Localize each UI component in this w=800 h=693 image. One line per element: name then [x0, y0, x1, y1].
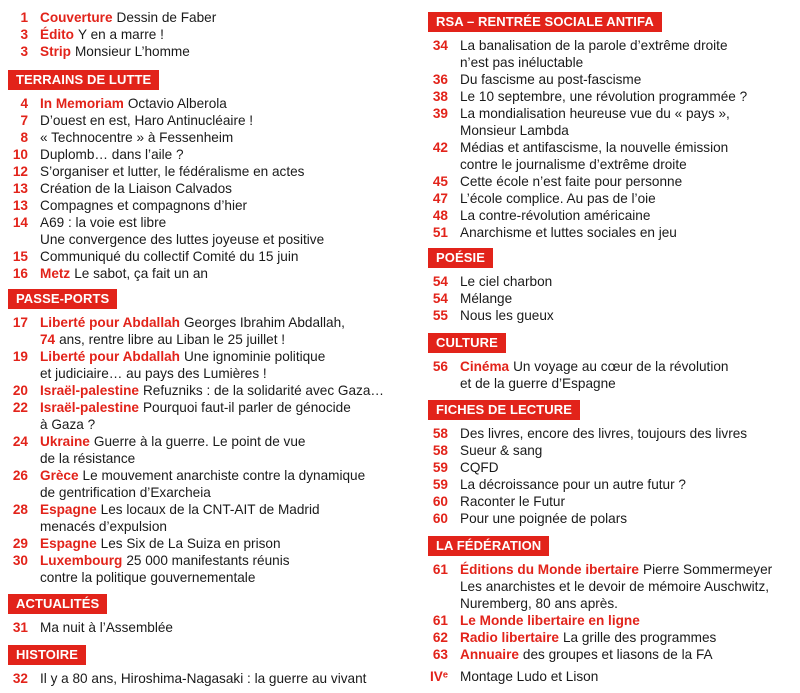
toc-entry[interactable]	[428, 190, 656, 207]
entry-line	[40, 112, 253, 129]
entry-text	[40, 619, 173, 636]
entry-title-continued: Monsieur Lambda	[460, 123, 569, 138]
entry-line	[460, 37, 728, 54]
page-number: 59	[432, 460, 448, 475]
entry-line	[460, 273, 552, 290]
entry-line	[460, 612, 644, 629]
page-number: 24	[12, 434, 28, 449]
entry-line	[460, 358, 728, 375]
toc-entry[interactable]	[8, 197, 247, 214]
toc-entry[interactable]	[428, 88, 747, 105]
toc-entry[interactable]	[428, 173, 682, 190]
entry-line	[40, 348, 325, 365]
page-number: 13	[12, 198, 28, 213]
entry-keyword: Le Monde libertaire en ligne	[460, 613, 640, 628]
entry-line	[460, 476, 686, 493]
page-number: 54	[432, 291, 448, 306]
entry-line	[460, 459, 499, 476]
entry-keyword: Israël-palestine	[40, 400, 139, 415]
page-number: 14	[12, 215, 28, 230]
toc-entry[interactable]	[428, 476, 686, 493]
entry-line	[460, 646, 713, 663]
entry-keyword: Liberté pour Abdallah	[40, 349, 180, 364]
entry-title-continued: Les anarchistes et le devoir de mémoire Auschwitz,	[460, 579, 770, 594]
page-number: 3	[20, 44, 28, 59]
entry-text	[40, 467, 365, 501]
entry-title: La décroissance pour un autre futur ?	[460, 477, 686, 492]
entry-line	[40, 331, 345, 348]
toc-entry[interactable]	[8, 163, 304, 180]
entry-text	[460, 290, 512, 307]
entry-keyword: Liberté pour Abdallah	[40, 315, 180, 330]
page-number: 61	[432, 613, 448, 628]
entry-keyword: Cinéma	[460, 359, 510, 374]
page-number: 48	[432, 208, 448, 223]
entry-title: Monsieur L’homme	[74, 44, 190, 59]
entry-text	[460, 668, 598, 685]
section-header: RSA – RENTRÉE SOCIALE ANTIFA	[428, 12, 662, 32]
entry-text	[460, 139, 728, 173]
entry-line	[460, 54, 728, 71]
entry-title: Nous les gueux	[460, 308, 554, 323]
page-number: 56	[432, 359, 448, 374]
entry-line	[40, 43, 190, 60]
entry-title: Une convergence des luttes joyeuse et positive	[40, 232, 325, 247]
page-number	[8, 231, 40, 248]
entry-title-continued: ans, rentre libre au Liban le 25 juillet !	[59, 332, 286, 347]
entry-line	[40, 314, 345, 331]
page-number: 34	[432, 38, 448, 53]
entry-title-continued: menacés d’expulsion	[40, 519, 167, 534]
entry-text	[460, 442, 542, 459]
entry-text	[40, 26, 164, 43]
page-number: 30	[12, 553, 28, 568]
entry-title-continued: de gentrification d’Exarcheia	[40, 485, 211, 500]
entry-text	[40, 129, 233, 146]
toc-entry[interactable]	[428, 307, 554, 324]
entry-line	[40, 231, 324, 248]
entry-text	[460, 646, 713, 663]
page-number: 51	[432, 225, 448, 240]
toc-entry[interactable]	[428, 561, 772, 612]
entry-keyword: Strip	[40, 44, 71, 59]
entry-title: Octavio Alberola	[127, 96, 227, 111]
entry-text	[40, 9, 216, 26]
section-header: PASSE-PORTS	[8, 289, 117, 309]
entry-title: « Technocentre » à Fessenheim	[40, 130, 234, 145]
entry-title: Guerre à la guerre. Le point de vue	[93, 434, 306, 449]
entry-line	[40, 535, 281, 552]
entry-keyword: Luxembourg	[40, 553, 123, 568]
toc-entry[interactable]	[428, 668, 598, 685]
entry-line	[460, 442, 542, 459]
toc-entry[interactable]	[428, 207, 650, 224]
entry-text	[40, 399, 351, 433]
page-number: 13	[12, 181, 28, 196]
entry-title-continued: n’est pas inéluctable	[460, 55, 584, 70]
entry-text	[460, 207, 650, 224]
entry-title: La banalisation de la parole d’extrême droite	[460, 38, 728, 53]
entry-title: Des livres, encore des livres, toujours des livres	[460, 426, 748, 441]
page-number: IVᵉ	[430, 669, 448, 684]
entry-title: Pourquoi faut-il parler de génocide	[142, 400, 351, 415]
entry-text	[460, 561, 772, 612]
entry-line	[40, 467, 365, 484]
entry-title: Y en a marre !	[77, 27, 164, 42]
toc-entry[interactable]	[8, 348, 325, 382]
entry-keyword: Radio libertaire	[460, 630, 559, 645]
entry-keyword: Grèce	[40, 468, 79, 483]
page-number: 20	[12, 383, 28, 398]
page-number: 8	[20, 130, 28, 145]
entry-title: Une ignominie politique	[183, 349, 326, 364]
entry-title: S’organiser et lutter, le fédéralisme en actes	[40, 164, 305, 179]
entry-title: La contre-révolution américaine	[460, 208, 651, 223]
entry-text	[460, 358, 728, 392]
entry-line	[460, 139, 728, 156]
page-number: 12	[12, 164, 28, 179]
toc-entry[interactable]	[428, 71, 641, 88]
entry-line	[460, 173, 682, 190]
section-header: FICHES DE LECTURE	[428, 400, 580, 420]
entry-title: D’ouest en est, Haro Antinucléaire !	[40, 113, 254, 128]
entry-line	[460, 307, 554, 324]
toc-entry[interactable]	[8, 467, 365, 501]
entry-text	[460, 190, 656, 207]
entry-line	[460, 88, 747, 105]
entry-keyword: Édito	[40, 27, 74, 42]
entry-title: Compagnes et compagnons d’hier	[40, 198, 248, 213]
entry-line	[460, 510, 627, 527]
toc-entry[interactable]	[428, 442, 542, 459]
entry-line	[460, 493, 565, 510]
toc-entry[interactable]	[8, 670, 366, 687]
entry-text	[40, 180, 232, 197]
page-number: 39	[432, 106, 448, 121]
entry-title: Le ciel charbon	[460, 274, 553, 289]
entry-title-continued: de la résistance	[40, 451, 136, 466]
entry-text	[40, 43, 190, 60]
entry-line	[40, 619, 173, 636]
toc-entry[interactable]	[428, 510, 627, 527]
entry-title: Le 10 septembre, une révolution programmée ?	[460, 89, 748, 104]
entry-text	[40, 348, 325, 382]
entry-line	[40, 450, 305, 467]
page-number: 19	[12, 349, 28, 364]
page-number: 17	[12, 315, 28, 330]
entry-title-continued: et de la guerre d’Espagne	[460, 376, 616, 391]
toc-entry[interactable]	[8, 433, 305, 467]
entry-title: Les locaux de la CNT-AIT de Madrid	[100, 502, 320, 517]
entry-title: Le mouvement anarchiste contre la dynamique	[82, 468, 366, 483]
entry-line	[40, 552, 290, 569]
entry-line	[40, 433, 305, 450]
entry-line	[460, 290, 512, 307]
toc-entry[interactable]	[428, 459, 499, 476]
entry-title: Le sabot, ça fait un an	[74, 266, 208, 281]
entry-text	[460, 71, 641, 88]
entry-text	[460, 88, 747, 105]
entry-text	[40, 112, 253, 129]
entry-keyword: Annuaire	[460, 647, 519, 662]
entry-line	[460, 595, 772, 612]
entry-text	[40, 95, 227, 112]
toc-entry[interactable]	[8, 265, 208, 282]
page-number: 36	[432, 72, 448, 87]
entry-line	[460, 561, 772, 578]
toc-entry[interactable]	[8, 43, 190, 60]
toc-entry[interactable]	[428, 105, 730, 139]
entry-text	[40, 197, 247, 214]
entry-title: Mélange	[460, 291, 513, 306]
entry-title: Du fascisme au post-fascisme	[460, 72, 642, 87]
entry-text	[460, 510, 627, 527]
section-header: POÉSIE	[428, 248, 493, 268]
entry-line	[40, 248, 298, 265]
toc-entry[interactable]	[8, 314, 345, 348]
page-number: 22	[12, 400, 28, 415]
page-number: 29	[12, 536, 28, 551]
page-number: 45	[432, 174, 448, 189]
entry-title: des groupes et liasons de la FA	[522, 647, 713, 662]
page-number: 61	[432, 562, 448, 577]
toc-entry[interactable]	[428, 273, 552, 290]
entry-line	[40, 146, 184, 163]
entry-title-continued: Nuremberg, 80 ans après.	[460, 596, 618, 611]
entry-line	[460, 578, 772, 595]
page-number: 62	[432, 630, 448, 645]
entry-line	[460, 105, 730, 122]
entry-text	[460, 476, 686, 493]
toc-entry[interactable]	[8, 180, 232, 197]
page-number: 58	[432, 443, 448, 458]
page-number: 59	[432, 477, 448, 492]
page-number: 31	[12, 620, 28, 635]
entry-line	[40, 9, 216, 26]
entry-line	[40, 670, 366, 687]
entry-line	[40, 197, 247, 214]
entry-title: Ma nuit à l’Assemblée	[40, 620, 173, 635]
toc-entry[interactable]	[8, 382, 384, 399]
entry-title: Il y a 80 ans, Hiroshima-Nagasaki : la guerre au vivant	[40, 671, 367, 686]
page-number: 38	[432, 89, 448, 104]
toc-entry[interactable]	[428, 37, 728, 71]
entry-title: Pierre Sommermeyer	[643, 562, 773, 577]
toc-entry[interactable]	[8, 552, 290, 586]
entry-line	[460, 668, 598, 685]
entry-title: Un voyage au cœur de la révolution	[513, 359, 729, 374]
entry-line	[40, 163, 304, 180]
entry-line	[460, 425, 747, 442]
page-number: 55	[432, 308, 448, 323]
entry-keyword: Éditions du Monde ibertaire	[460, 562, 639, 577]
entry-title-continued: contre la politique gouvernementale	[40, 570, 256, 585]
entry-title: Cette école n’est faite pour personne	[460, 174, 683, 189]
entry-keyword: Israël-palestine	[40, 383, 139, 398]
entry-title: Médias et antifascisme, la nouvelle émission	[460, 140, 729, 155]
page-number: 54	[432, 274, 448, 289]
toc-entry[interactable]	[8, 129, 233, 146]
page-number: 4	[20, 96, 28, 111]
toc-entry[interactable]	[8, 231, 324, 248]
entry-line	[40, 214, 166, 231]
toc-entry[interactable]	[8, 9, 216, 26]
entry-title: L’école complice. Au pas de l’oie	[460, 191, 656, 206]
entry-title: Duplomb… dans l’aile ?	[40, 147, 184, 162]
page-number: 1	[20, 10, 28, 25]
toc-entry[interactable]	[8, 619, 173, 636]
entry-keyword: Metz	[40, 266, 71, 281]
entry-title: Anarchisme et luttes sociales en jeu	[460, 225, 677, 240]
entry-title: Refuzniks : de la solidarité avec Gaza…	[142, 383, 385, 398]
entry-line	[40, 26, 164, 43]
toc-entry[interactable]	[8, 112, 253, 129]
entry-line	[460, 629, 716, 646]
entry-title-continued: contre le journalisme d’extrême droite	[460, 157, 687, 172]
entry-text	[460, 224, 677, 241]
page-number: 63	[432, 647, 448, 662]
entry-keyword: Ukraine	[40, 434, 90, 449]
entry-text	[40, 382, 384, 399]
toc-entry[interactable]	[428, 139, 728, 173]
toc-entry[interactable]	[428, 358, 728, 392]
section-header: HISTOIRE	[8, 645, 86, 665]
entry-line	[460, 156, 728, 173]
entry-keyword: Couverture	[40, 10, 113, 25]
entry-title-continued: et judiciaire… au pays des Lumières !	[40, 366, 267, 381]
page-number: 58	[432, 426, 448, 441]
section-header: TERRAINS DE LUTTE	[8, 70, 159, 90]
entry-text	[40, 248, 298, 265]
entry-line	[40, 501, 320, 518]
section-header: CULTURE	[428, 333, 506, 353]
entry-text	[40, 552, 290, 586]
toc-entry[interactable]	[8, 501, 320, 535]
entry-text	[460, 425, 747, 442]
toc-entry[interactable]	[428, 290, 512, 307]
entry-title: Communiqué du collectif Comité du 15 juin	[40, 249, 299, 264]
entry-title: La mondialisation heureuse vue du « pays »,	[460, 106, 730, 121]
entry-title: Montage Ludo et Lison	[460, 669, 599, 684]
entry-line	[460, 71, 641, 88]
entry-text	[40, 433, 305, 467]
entry-text	[460, 459, 499, 476]
entry-text	[460, 629, 716, 646]
entry-text	[40, 265, 208, 282]
entry-text	[40, 535, 281, 552]
entry-title: Dessin de Faber	[116, 10, 217, 25]
entry-text	[460, 612, 644, 629]
entry-line	[460, 207, 650, 224]
entry-title: Les Six de La Suiza en prison	[100, 536, 281, 551]
entry-line	[460, 224, 677, 241]
entry-keyword: In Memoriam	[40, 96, 124, 111]
toc-entry[interactable]	[8, 26, 164, 43]
page-number: 47	[432, 191, 448, 206]
page-number: 28	[12, 502, 28, 517]
entry-title-continued: à Gaza ?	[40, 417, 96, 432]
toc-entry[interactable]	[428, 224, 677, 241]
entry-text	[40, 214, 166, 231]
entry-line	[40, 180, 232, 197]
entry-text	[40, 231, 324, 248]
entry-line	[460, 375, 728, 392]
entry-title: CQFD	[460, 460, 499, 475]
page-number: 16	[12, 266, 28, 281]
entry-line	[40, 129, 233, 146]
entry-text	[460, 273, 552, 290]
section-header: LA FÉDÉRATION	[428, 536, 549, 556]
entry-text	[40, 163, 304, 180]
toc-entry[interactable]	[428, 629, 716, 646]
entry-keyword: 74	[40, 332, 56, 347]
entry-keyword: Espagne	[40, 536, 97, 551]
toc-entry[interactable]	[428, 425, 747, 442]
page-number: 32	[12, 671, 28, 686]
entry-line	[40, 569, 290, 586]
entry-line	[460, 122, 730, 139]
entry-title: A69 : la voie est libre	[40, 215, 167, 230]
entry-line	[40, 484, 365, 501]
entry-text	[40, 314, 345, 348]
entry-line	[40, 95, 227, 112]
entry-text	[40, 146, 184, 163]
page-number: 3	[20, 27, 28, 42]
toc-entry[interactable]	[8, 535, 281, 552]
page-number: 15	[12, 249, 28, 264]
entry-line	[40, 265, 208, 282]
toc-entry[interactable]	[428, 646, 713, 663]
entry-title: 25 000 manifestants réunis	[126, 553, 290, 568]
entry-keyword: Espagne	[40, 502, 97, 517]
toc-entry[interactable]	[428, 612, 644, 629]
toc-entry[interactable]	[8, 95, 227, 112]
section-header: ACTUALITÉS	[8, 594, 107, 614]
entry-title: Pour une poignée de polars	[460, 511, 628, 526]
page-number: 10	[12, 147, 28, 162]
entry-line	[40, 382, 384, 399]
entry-title: Georges Ibrahim Abdallah,	[183, 315, 345, 330]
page-number: 60	[432, 511, 448, 526]
toc-entry[interactable]	[8, 399, 351, 433]
page-number: 7	[20, 113, 28, 128]
entry-title: Création de la Liaison Calvados	[40, 181, 232, 196]
page-number: 60	[432, 494, 448, 509]
toc-entry[interactable]	[8, 146, 184, 163]
entry-text	[40, 670, 366, 687]
entry-line	[460, 190, 656, 207]
entry-title: Raconter le Futur	[460, 494, 566, 509]
toc-entry[interactable]	[8, 214, 166, 231]
entry-text	[460, 105, 730, 139]
entry-text	[460, 173, 682, 190]
entry-line	[40, 399, 351, 416]
entry-text	[460, 307, 554, 324]
entry-title: Sueur & sang	[460, 443, 543, 458]
entry-title: La grille des programmes	[562, 630, 717, 645]
entry-text	[40, 501, 320, 535]
page-number: 42	[432, 140, 448, 155]
entry-text	[460, 493, 565, 510]
entry-line	[40, 416, 351, 433]
toc-entry[interactable]	[428, 493, 565, 510]
toc-entry[interactable]	[8, 248, 298, 265]
entry-text	[460, 37, 728, 71]
entry-line	[40, 518, 320, 535]
entry-line	[40, 365, 325, 382]
page-number: 26	[12, 468, 28, 483]
